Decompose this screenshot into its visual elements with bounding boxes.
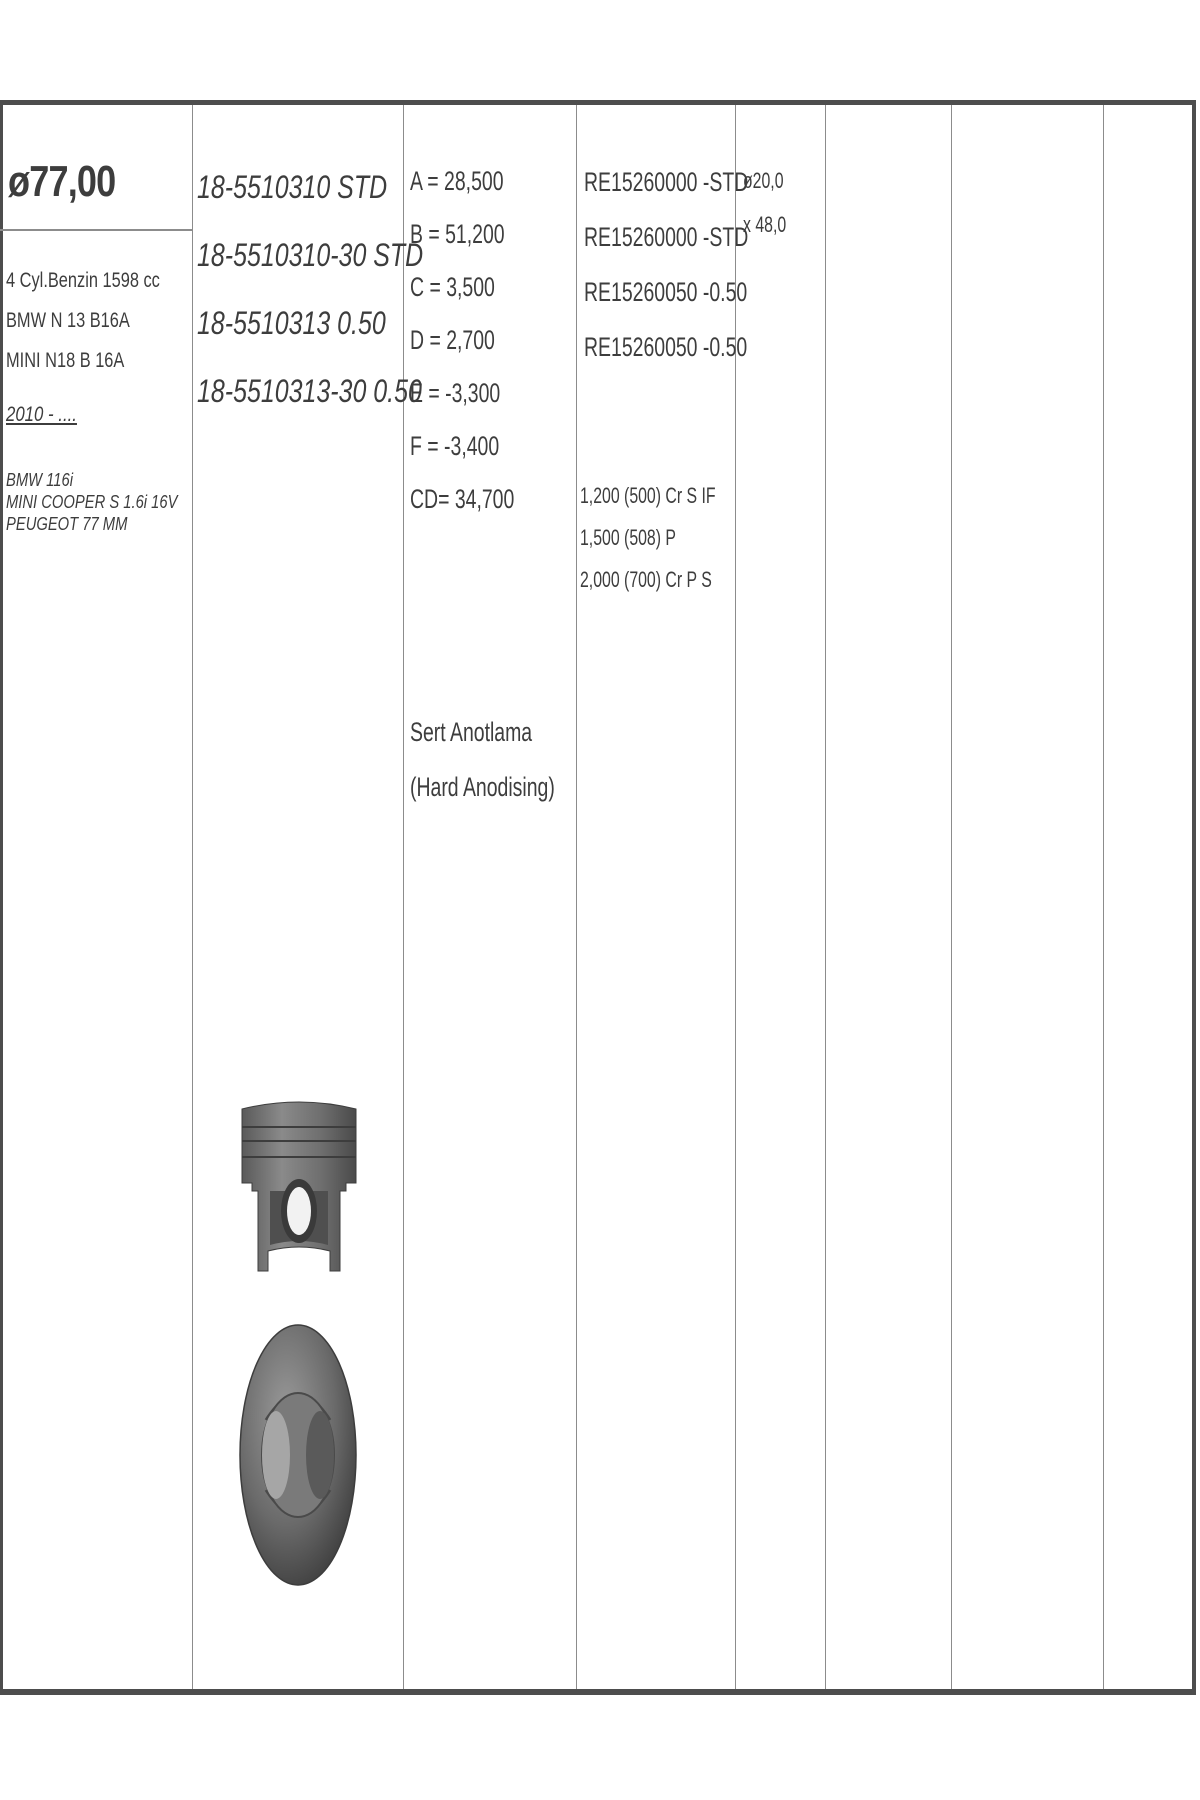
coating-line: Sert Anotlama — [410, 717, 533, 747]
ring-set: RE15260050 -0.50 — [584, 332, 748, 362]
ring-specs — [580, 475, 768, 601]
part-number: 18-5510313 0.50 — [197, 305, 386, 341]
column-divider — [0, 105, 3, 1689]
vehicle-model: MINI COOPER S 1.6i 16V — [6, 492, 178, 512]
bore-diameter: ø77,00 — [8, 157, 116, 206]
coating-line: (Hard Anodising) — [410, 772, 555, 802]
dimension-value: F = -3,400 — [410, 431, 500, 461]
dimension-value: B = 51,200 — [410, 219, 505, 249]
catalog-table — [0, 100, 1196, 1695]
vehicle-model: PEUGEOT 77 MM — [6, 514, 128, 534]
column-divider — [825, 105, 826, 1689]
dimension-value: C = 3,500 — [410, 272, 495, 302]
engine-info — [6, 261, 203, 381]
part-number: 18-5510310-30 STD — [197, 237, 424, 273]
ring-set: RE15260000 -STD — [584, 167, 749, 197]
coating-note — [410, 705, 611, 815]
ring-spec: 2,000 (700) Cr P S — [580, 567, 712, 592]
piston-side-view-icon — [236, 1095, 362, 1275]
ring-spec: 1,200 (500) Cr S IF — [580, 483, 716, 508]
dimensions — [410, 155, 555, 526]
dimension-value: E = -3,300 — [410, 378, 501, 408]
piston-top-view-icon — [236, 1320, 360, 1590]
ring-spec: 1,500 (508) P — [580, 525, 676, 550]
column-divider — [951, 105, 952, 1689]
engine-line: 4 Cyl.Benzin 1598 cc — [6, 269, 160, 292]
pin-diameter: ø20,0 — [743, 168, 784, 193]
part-number: 18-5510310 STD — [197, 169, 388, 205]
dimension-value: CD= 34,700 — [410, 484, 515, 514]
vehicle-models — [6, 469, 215, 535]
engine-line: BMW N 13 B16A — [6, 309, 130, 332]
engine-line: MINI N18 B 16A — [6, 349, 125, 372]
ring-set: RE15260000 -STD — [584, 222, 749, 252]
column-divider — [576, 105, 577, 1689]
ring-set: RE15260050 -0.50 — [584, 277, 748, 307]
dimension-value: D = 2,700 — [410, 325, 495, 355]
piston-pin — [743, 159, 803, 247]
part-number: 18-5510313-30 0.50 — [197, 373, 422, 409]
pin-length: x 48,0 — [743, 212, 787, 237]
year-range: 2010 - .... — [6, 403, 77, 426]
vehicle-model: BMW 116i — [6, 470, 73, 490]
bore-divider — [0, 229, 192, 231]
column-divider — [1103, 105, 1104, 1689]
dimension-value: A = 28,500 — [410, 166, 504, 196]
